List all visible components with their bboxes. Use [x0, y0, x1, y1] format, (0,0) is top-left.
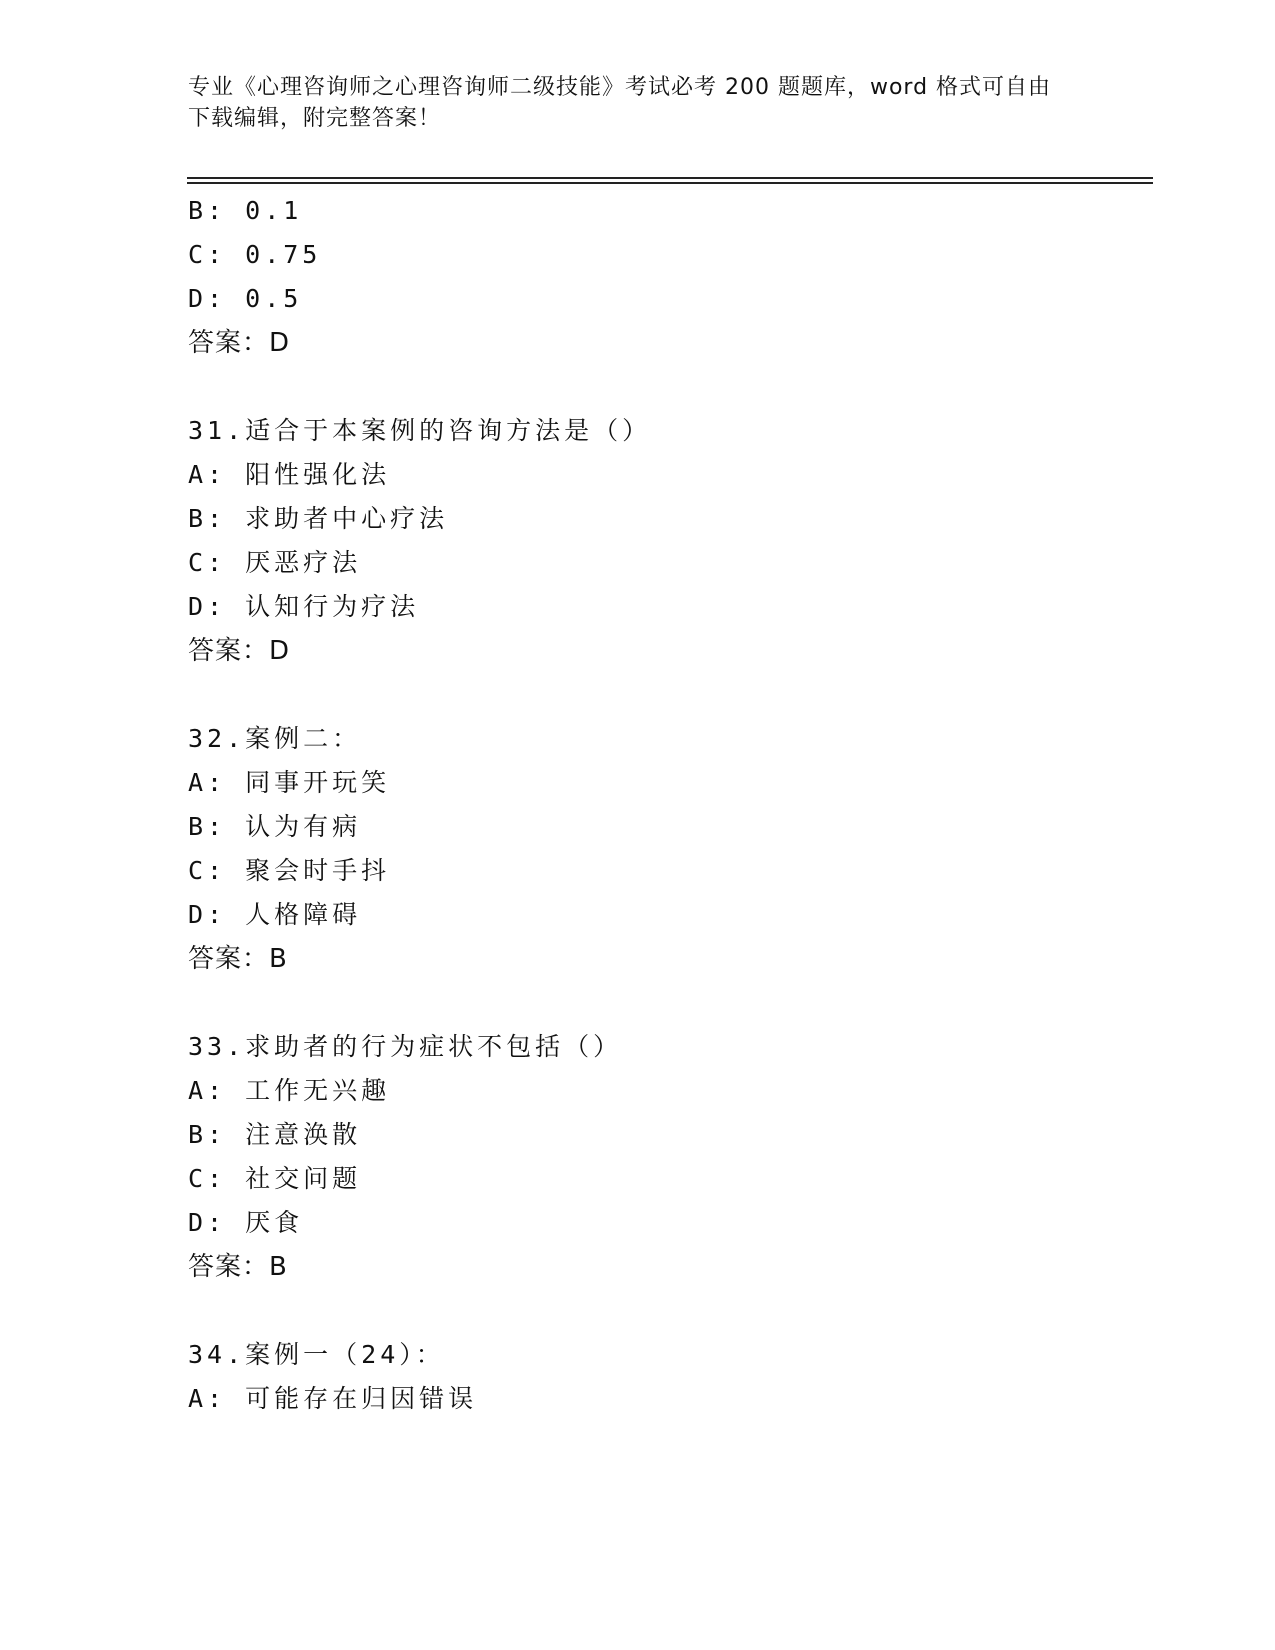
- option-c-q31: C: 厌恶疗法: [188, 548, 362, 577]
- question-31: 31.适合于本案例的咨询方法是（）: [188, 416, 652, 445]
- document-header: 专业《心理咨询师之心理咨询师二级技能》考试必考 200 题题库，word 格式可自由下载编辑，附完整答案！: [188, 75, 1052, 131]
- option-b-q31: B: 求助者中心疗法: [188, 504, 449, 533]
- answer-q31: 答案：D: [188, 636, 291, 666]
- option-d-q31: D: 认知行为疗法: [188, 592, 420, 621]
- answer-q33: 答案：B: [188, 1252, 288, 1282]
- question-32: 32.案例二：: [188, 724, 362, 753]
- option-c-q30: C: 0.75: [188, 240, 322, 269]
- option-d-q30: D: 0.5: [188, 284, 303, 313]
- option-c-q32: C: 聚会时手抖: [188, 856, 391, 885]
- option-a-q34: A: 可能存在归因错误: [188, 1384, 478, 1413]
- question-33: 33.求助者的行为症状不包括（）: [188, 1032, 623, 1061]
- header-divider-bottom: [187, 182, 1153, 184]
- option-b-q30: B: 0.1: [188, 196, 303, 225]
- answer-q30: 答案：D: [188, 328, 291, 358]
- option-b-q33: B: 注意涣散: [188, 1120, 362, 1149]
- option-d-q32: D: 人格障碍: [188, 900, 362, 929]
- option-a-q33: A: 工作无兴趣: [188, 1076, 391, 1105]
- option-a-q32: A: 同事开玩笑: [188, 768, 391, 797]
- option-b-q32: B: 认为有病: [188, 812, 362, 841]
- header-divider-top: [187, 177, 1153, 179]
- option-d-q33: D: 厌食: [188, 1208, 304, 1237]
- question-34: 34.案例一（24）：: [188, 1340, 445, 1369]
- option-c-q33: C: 社交问题: [188, 1164, 362, 1193]
- answer-q32: 答案：B: [188, 944, 288, 974]
- option-a-q31: A: 阳性强化法: [188, 460, 391, 489]
